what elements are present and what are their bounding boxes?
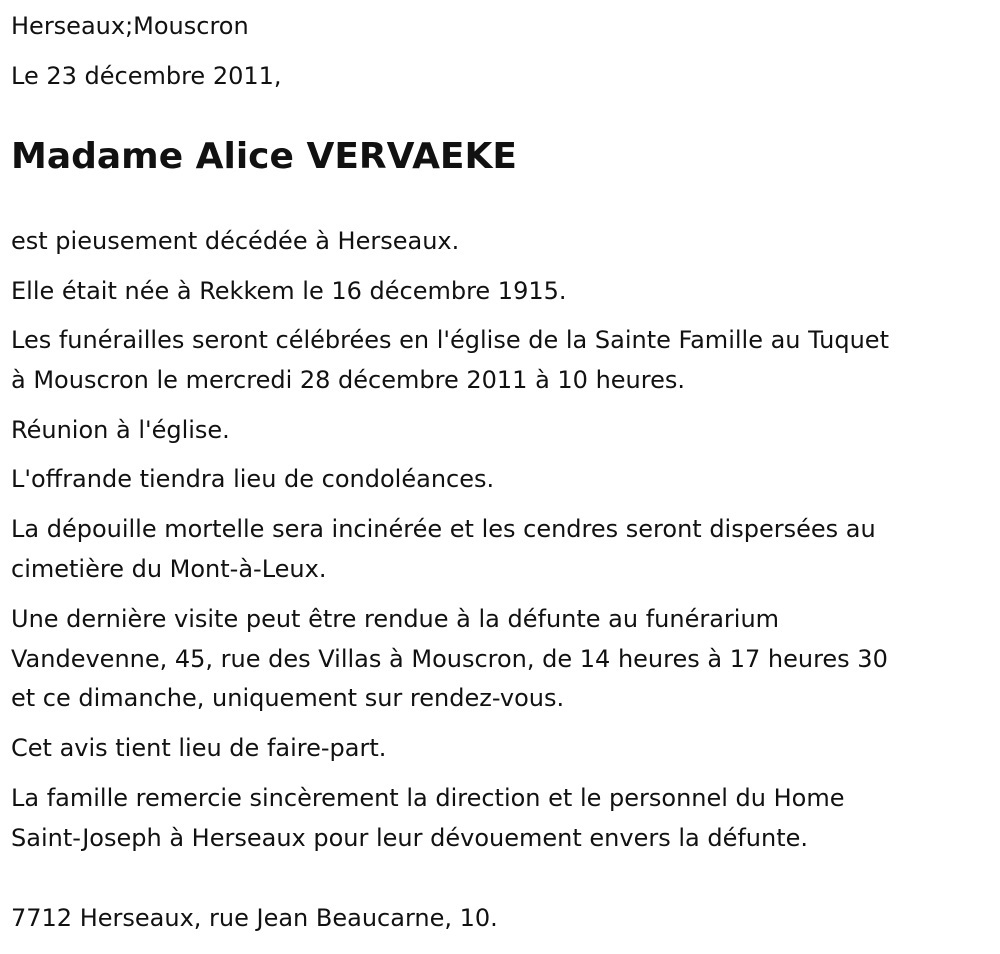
paragraph-line: La dépouille mortelle sera incinérée et les cendres seront dispersées au (11, 515, 876, 543)
paragraph-visit (11, 600, 989, 719)
paragraph-thanks (11, 779, 989, 858)
paragraph-funeral (11, 321, 989, 400)
paragraph-line: à Mouscron le mercredi 28 décembre 2011 à 10 heures. (11, 365, 685, 394)
paragraph-line: La famille remercie sincèrement la direction et le personnel du Home (11, 784, 845, 812)
paragraph-death-place (11, 222, 989, 262)
paragraph-line: et ce dimanche, uniquement sur rendez-vous. (11, 684, 565, 712)
paragraph-line: cimetière du Mont-à-Leux. (11, 554, 327, 583)
family-address: 7712 Herseaux, rue Jean Beaucarne, 10. (11, 904, 498, 932)
paragraph-meeting (11, 411, 989, 451)
paragraph-line: Réunion à l'église. (11, 416, 230, 444)
paragraph-cremation (11, 510, 989, 589)
notice-location: Herseaux;Mouscron (11, 12, 249, 40)
paragraph-line: Une dernière visite peut être rendue à la défunte au funérarium (11, 605, 780, 633)
notice-date: Le 23 décembre 2011, (11, 62, 282, 90)
deceased-name: Madame Alice VERVAEKE (11, 136, 518, 177)
paragraph-offering (11, 460, 989, 500)
paragraph-line: Elle était née à Rekkem le 16 décembre 1915. (11, 277, 567, 305)
paragraph-line: Les funérailles seront célébrées en l'église de la Sainte Famille au Tuquet (11, 326, 889, 354)
paragraph-line: Vandevenne, 45, rue des Villas à Mouscron, de 14 heures à 17 heures 30 (11, 644, 888, 673)
paragraph-line: est pieusement décédée à Herseaux. (11, 227, 460, 255)
paragraph-birth (11, 272, 989, 312)
paragraph-line: Saint-Joseph à Herseaux pour leur dévouement envers la défunte. (11, 823, 809, 852)
paragraph-line: L'offrande tiendra lieu de condoléances. (11, 465, 495, 493)
paragraph-announcement (11, 729, 989, 769)
paragraph-line: Cet avis tient lieu de faire-part. (11, 734, 387, 762)
